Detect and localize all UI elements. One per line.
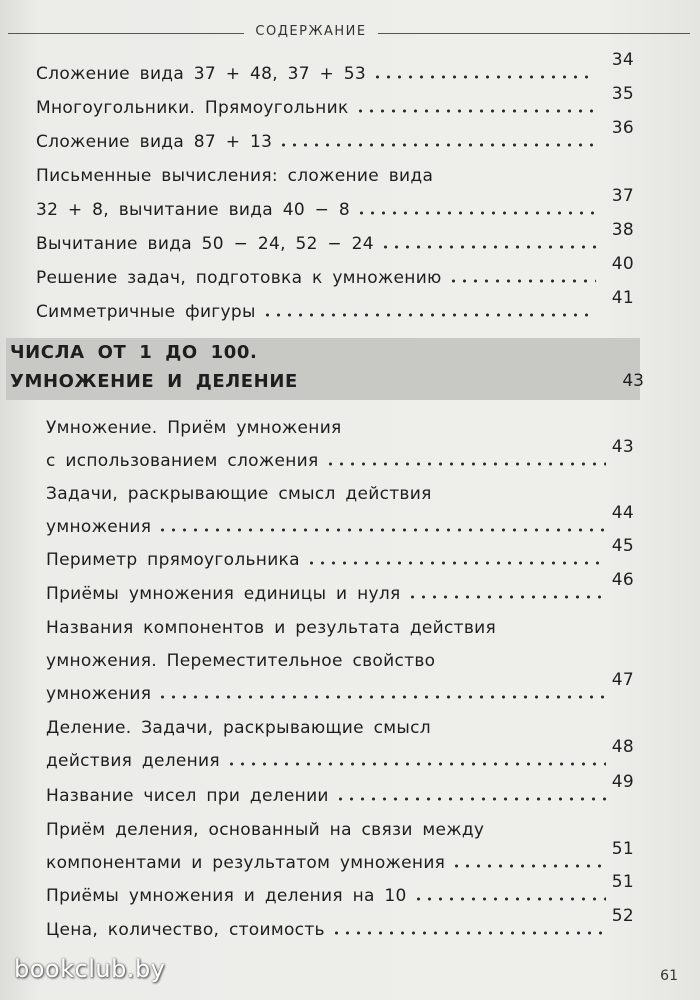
- toc-page-number: 49: [611, 772, 634, 792]
- dot-leader: [356, 211, 596, 215]
- toc-entry-text: Письменные вычисления: сложение вида: [36, 166, 434, 186]
- dot-leader: [325, 462, 606, 466]
- toc-page-number: 37: [611, 186, 634, 206]
- dot-leader: [355, 109, 596, 113]
- toc-entry-text: 32 + 8, вычитание вида 40 − 8: [36, 200, 351, 220]
- dot-leader: [448, 279, 596, 283]
- toc-entry-line: [46, 747, 612, 771]
- toc-page-number: 40: [611, 254, 634, 274]
- toc-page-number: 46: [611, 570, 634, 590]
- toc-entry-line: [46, 480, 432, 504]
- toc-entry-text: Сложение вида 87 + 13: [36, 132, 273, 152]
- section-heading: [6, 338, 644, 400]
- toc-entry-line: [36, 128, 602, 152]
- header-rule-left: [8, 33, 244, 34]
- toc-page-number: 34: [611, 50, 634, 70]
- dot-leader: [380, 245, 596, 249]
- toc-entry-text: умножения. Переместительное свойство: [46, 651, 436, 671]
- dot-leader: [306, 561, 606, 565]
- header-rule-right: [378, 33, 690, 34]
- toc-entry-line: [46, 849, 612, 873]
- toc-entry-line: [36, 94, 602, 118]
- toc-entry-line: [46, 647, 435, 671]
- section-page-number: 43: [622, 371, 644, 391]
- dot-leader: [157, 528, 606, 532]
- toc-entry-line: [46, 680, 612, 704]
- toc-entry-line: [46, 882, 612, 906]
- page-number: 61: [660, 968, 678, 984]
- dot-leader: [278, 143, 596, 147]
- toc-entry-line: [46, 414, 342, 438]
- toc-entry-text: с использованием сложения: [46, 451, 319, 471]
- dot-leader: [262, 313, 596, 317]
- dot-leader: [413, 897, 606, 901]
- toc-page-number: 41: [611, 288, 634, 308]
- toc-entry-text: Вычитание вида 50 − 24, 52 − 24: [36, 234, 374, 254]
- dot-leader: [451, 864, 606, 868]
- toc-page-number: 45: [611, 536, 634, 556]
- toc-entry-text: Цена, количество, стоимость: [46, 920, 325, 940]
- page-header: [0, 22, 700, 46]
- toc-page-number: 35: [611, 84, 634, 104]
- toc-entry-text: действия деления: [46, 751, 220, 771]
- toc-entry-text: Периметр прямоугольника: [46, 550, 300, 570]
- toc-entry-text: Название чисел при делении: [46, 786, 329, 806]
- dot-leader: [372, 75, 596, 79]
- toc-entry-text: умножения: [46, 517, 152, 537]
- toc-entry-line: [46, 546, 612, 570]
- dot-leader: [331, 931, 606, 935]
- toc-entry-line: [46, 447, 612, 471]
- toc-page-number: 47: [611, 670, 634, 690]
- toc-entry-text: Приём деления, основанный на связи между: [46, 820, 485, 840]
- toc-entry-text: Симметричные фигуры: [36, 302, 256, 322]
- header-title: СОДЕРЖАНИЕ: [255, 24, 367, 39]
- toc-entry-text: Приёмы умножения единицы и нуля: [46, 584, 401, 604]
- toc-page-number: 43: [611, 437, 634, 457]
- section-title-line-2: УМНОЖЕНИЕ И ДЕЛЕНИЕ: [10, 371, 298, 392]
- toc-entry-line: [36, 264, 602, 288]
- toc-entry-line: [46, 513, 612, 537]
- toc-entry-line: [46, 816, 484, 840]
- toc-page-number: 51: [611, 839, 634, 859]
- toc-entry-text: Названия компонентов и результата действия: [46, 618, 497, 638]
- watermark-logo: bookclub.by: [14, 955, 166, 983]
- toc-page-number: 52: [611, 906, 634, 926]
- toc-entry-text: Сложение вида 37 + 48, 37 + 53: [36, 64, 367, 84]
- toc-page-number: 48: [611, 737, 634, 757]
- toc-entry-line: [36, 162, 433, 186]
- toc-entry-text: компонентами и результатом умножения: [46, 853, 446, 873]
- toc-page-number: 36: [611, 118, 634, 138]
- toc-entry-line: [46, 714, 431, 738]
- toc-entry-text: Приёмы умножения и деления на 10: [46, 886, 407, 906]
- toc-page-number: 38: [611, 220, 634, 240]
- toc-entry-text: Задачи, раскрывающие смысл действия: [46, 484, 432, 504]
- dot-leader: [407, 595, 606, 599]
- toc-entry-line: [36, 230, 602, 254]
- toc-entry-line: [36, 298, 602, 322]
- toc-entry-line: [36, 60, 602, 84]
- toc-entry-line: [46, 916, 612, 940]
- toc-entry-line: [46, 580, 612, 604]
- toc-entry-line: [46, 782, 612, 806]
- dot-leader: [157, 695, 606, 699]
- toc-entry-line: [36, 196, 602, 220]
- toc-entry-text: Многоугольники. Прямоугольник: [36, 98, 349, 118]
- dot-leader: [335, 797, 606, 801]
- section-title-line-1: ЧИСЛА ОТ 1 ДО 100.: [10, 342, 258, 363]
- toc-entry-text: Решение задач, подготовка к умножению: [36, 268, 442, 288]
- toc-page-number: 51: [611, 872, 634, 892]
- toc-entry-text: Деление. Задачи, раскрывающие смысл: [46, 718, 431, 738]
- toc-entry-text: умножения: [46, 684, 152, 704]
- toc-entry-line: [46, 614, 496, 638]
- toc-entry-text: Умножение. Приём умножения: [46, 418, 342, 438]
- toc-page-number: 44: [611, 503, 634, 523]
- dot-leader: [226, 762, 606, 766]
